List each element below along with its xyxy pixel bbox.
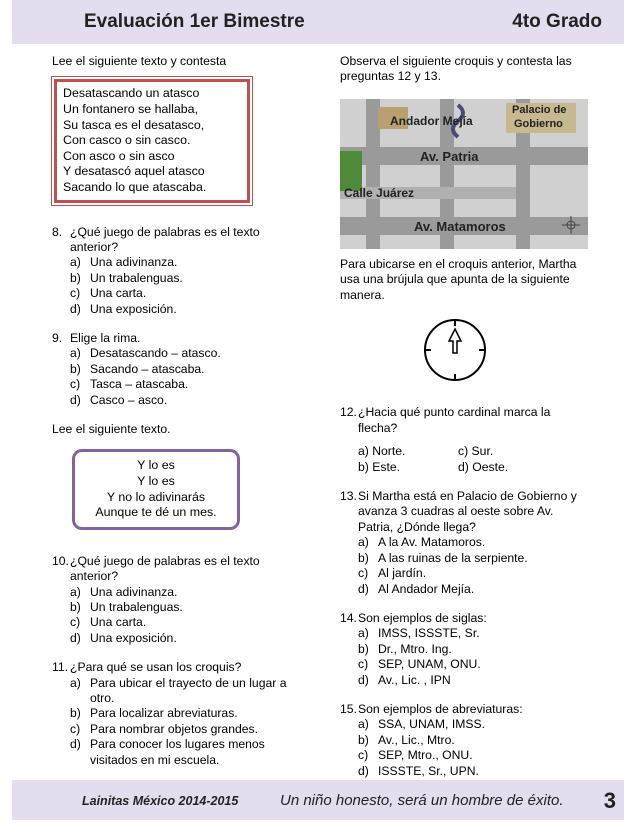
poem-line: Desatascando un atasco [63, 86, 200, 101]
instruction-text: Lee el siguiente texto. [52, 422, 171, 437]
option-letter: d) [358, 672, 369, 687]
grade-label: 4to Grado [512, 11, 602, 32]
question-14 [340, 611, 590, 688]
question-text: ¿Para qué se usan los croquis? [70, 660, 242, 675]
option-c: c) Sur. [458, 444, 494, 459]
option-text: Una adivinanza. [90, 255, 178, 270]
option-text: Sacando – atascaba. [90, 361, 205, 376]
option-text: SEP, Mtro., ONU. [378, 748, 473, 763]
option-letter: a) [70, 675, 81, 690]
option-letter: d) [358, 581, 369, 596]
label-andador-mejia: Andador Mejía [390, 113, 473, 128]
page-number: 3 [603, 788, 616, 813]
option-text: Para ubicar el trayecto de un lugar a otro. [90, 675, 287, 706]
riddle-line: Aunque te dé un mes. [95, 505, 217, 520]
option-letter: a) [70, 255, 81, 270]
option-text: Al jardín. [378, 566, 427, 581]
question-number: 15. [340, 701, 357, 716]
option-text: Al Andador Mejía. [378, 581, 475, 596]
question-text: Son ejemplos de siglas: [358, 610, 487, 625]
option-text: Una adivinanza. [90, 584, 178, 599]
option-letter: a) [358, 717, 369, 732]
question-12 [340, 405, 590, 475]
option-text: Desatascando – atasco. [90, 346, 221, 361]
question-text: ¿Qué juego de palabras es el texto anterior? [70, 224, 260, 254]
label-av-matamoros: Av. Matamoros [414, 218, 506, 234]
right-column [340, 54, 590, 779]
label-calle-juarez: Calle Juárez [344, 185, 415, 200]
riddle-line: Y lo es [137, 474, 175, 489]
option-letter: b) [70, 270, 81, 285]
option-text: A las ruinas de la serpiente. [378, 550, 528, 565]
question-number: 11. [52, 660, 69, 675]
option-text: A la Av. Matamoros. [378, 535, 486, 550]
option-text: Casco – asco. [90, 392, 168, 407]
option-letter: a) [358, 626, 369, 641]
option-text: Una carta. [90, 615, 147, 630]
option-letter: a) [358, 535, 369, 550]
question-number: 14. [340, 610, 357, 625]
poem-line: Con casco o sin casco. [63, 133, 191, 148]
option-letter: d) [70, 301, 81, 316]
instruction-text: Lee el siguiente texto y contesta [52, 54, 227, 68]
motto: Un niño honesto, será un hombre de éxito. [280, 792, 564, 809]
riddle-line: Y lo es [137, 458, 175, 473]
option-text: Una exposición. [90, 630, 177, 645]
left-column [52, 54, 304, 768]
option-text: Una carta. [90, 286, 147, 301]
riddle-line: Y no lo adivinarás [106, 489, 206, 504]
tongue-twister-box [54, 79, 250, 202]
option-text: Un trabalenguas. [90, 270, 183, 285]
option-text: Dr., Mtro. Ing. [378, 641, 452, 656]
label-av-patria: Av. Patria [420, 148, 479, 164]
option-letter: c) [70, 615, 81, 630]
school-year: Lainitas México 2014-2015 [82, 794, 239, 808]
riddle-box [72, 449, 240, 529]
poem-line: Su tasca es el desatasco, [63, 117, 205, 132]
poem-line: Y desatascó aquel atasco [63, 164, 205, 179]
question-number: 8. [52, 224, 63, 239]
question-text: Son ejemplos de abreviaturas: [358, 701, 523, 716]
question-number: 13. [340, 489, 357, 504]
option-text: SSA, UNAM, IMSS. [378, 717, 485, 732]
question-text: Elige la rima. [70, 331, 141, 345]
exam-title: Evaluación 1er Bimestre [84, 11, 305, 32]
option-text: IMSS, ISSSTE, Sr. [378, 626, 480, 641]
option-text: Av., Lic., Mtro. [378, 732, 455, 747]
instruction-text: Para ubicarse en el croquis anterior, Martha usa una brújula que apunta de la siguiente manera. [340, 256, 577, 302]
option-letter: c) [358, 748, 369, 763]
option-letter: c) [358, 566, 369, 581]
page-footer [12, 780, 624, 820]
option-text: Para localizar abreviaturas. [90, 706, 238, 721]
option-letter: b) [70, 600, 81, 615]
option-letter: a) [70, 584, 81, 599]
option-letter: d) [70, 392, 81, 407]
page-header [12, 0, 624, 44]
poem-line: Un fontanero se hallaba, [63, 102, 199, 116]
option-text: Para nombrar objetos grandes. [90, 721, 259, 736]
option-text: SEP, UNAM, ONU. [378, 657, 481, 672]
sketch-map [340, 99, 588, 249]
map-drawing [340, 99, 588, 249]
question-number: 9. [52, 331, 63, 345]
poem-line: Sacando lo que atascaba. [63, 179, 207, 194]
question-10 [52, 554, 304, 646]
question-13 [340, 489, 590, 597]
instruction-text: Observa el siguiente croquis y contesta las preguntas 12 y 13. [340, 54, 572, 84]
option-letter: c) [70, 721, 81, 736]
option-text: Un trabalenguas. [90, 600, 183, 615]
question-9 [52, 331, 304, 408]
label-palacio-1: Palacio de [512, 103, 567, 116]
option-text: Una exposición. [90, 301, 177, 316]
option-text: Tasca – atascaba. [90, 377, 189, 392]
option-letter: b) [70, 361, 81, 376]
option-letter: b) [358, 641, 369, 656]
option-b: b) Este. [358, 459, 400, 474]
option-a: a) Norte. [358, 444, 406, 459]
question-11 [52, 660, 304, 768]
option-text: Para conocer los lugares menos visitados en mi escuela. [90, 737, 265, 767]
question-text: ¿Qué juego de palabras es el texto anterior? [70, 553, 260, 584]
question-number: 12. [340, 405, 357, 420]
question-text: ¿Hacia qué punto cardinal marca la flecha? [358, 405, 551, 435]
option-letter: d) [358, 763, 369, 778]
option-letter: c) [358, 657, 369, 672]
option-letter: a) [70, 346, 81, 361]
option-letter: d) [70, 737, 81, 752]
option-letter: c) [70, 286, 81, 301]
option-letter: b) [70, 706, 81, 721]
road-vertical [366, 99, 380, 249]
option-text: Av., Lic. , IPN [378, 672, 451, 687]
option-text: ISSSTE, Sr., UPN. [378, 763, 479, 778]
question-number: 10. [52, 553, 69, 568]
option-letter: b) [358, 550, 369, 565]
garden-icon [340, 151, 362, 191]
question-8 [52, 225, 304, 317]
question-15 [340, 702, 590, 779]
poem-line: Con asco o sin asco [63, 148, 175, 163]
option-letter: b) [358, 732, 369, 747]
question-text: Si Martha está en Palacio de Gobierno y avanza 3 cuadras al oeste sobre Av. Patria, ¿Dónde llega? [358, 489, 577, 534]
option-letter: c) [70, 377, 81, 392]
compass-icon [422, 317, 488, 383]
label-palacio-2: Gobierno [514, 117, 563, 130]
option-d: d) Oeste. [458, 459, 509, 474]
option-letter: d) [70, 630, 81, 645]
